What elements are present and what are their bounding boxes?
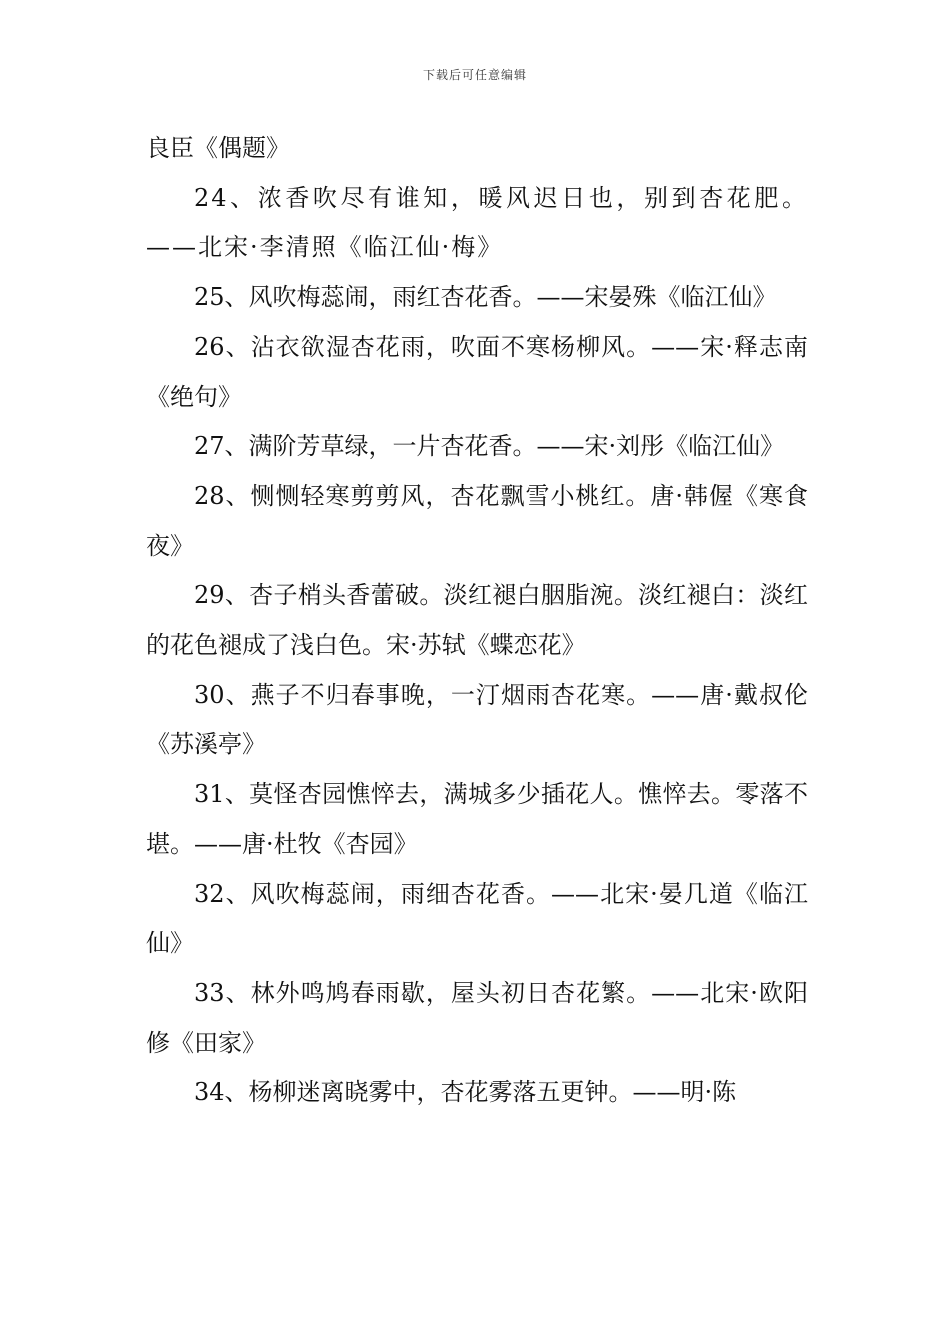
paragraph-34: 34、杨柳迷离晓雾中，杏花雾落五更钟。——明·陈 <box>194 1078 737 1107</box>
document-body <box>146 124 808 1118</box>
page-header: 下载后可任意编辑 <box>422 68 527 82</box>
paragraph-31: 31、莫怪杏园憔悴去，满城多少插花人。憔悴去。零落不堪。——唐·杜牧《杏园》 <box>146 780 808 858</box>
paragraph-24: 24、浓香吹尽有谁知，暖风迟日也，别到杏花肥。——北宋·李清照《临江仙·梅》 <box>146 183 808 262</box>
paragraph-25: 25、风吹梅蕊闹，雨红杏花香。——宋晏殊《临江仙》 <box>194 283 777 312</box>
paragraph-32: 32、风吹梅蕊闹，雨细杏花香。——北宋·晏几道《临江仙》 <box>146 879 808 958</box>
paragraph-continuation: 良臣《偶题》 <box>146 134 290 162</box>
paragraph-26: 26、沾衣欲湿杏花雨，吹面不寒杨柳风。——宋·释志南《绝句》 <box>146 332 808 411</box>
paragraph-28: 28、恻恻轻寒剪剪风，杏花飘雪小桃红。唐·韩偓《寒食夜》 <box>146 481 808 560</box>
paragraph-29: 29、杏子梢头香蕾破。淡红褪白胭脂涴。淡红褪白：淡红的花色褪成了浅白色。宋·苏轼《蝶恋花》 <box>146 581 808 660</box>
paragraph-30: 30、燕子不归春事晚，一汀烟雨杏花寒。——唐·戴叔伦《苏溪亭》 <box>146 680 808 759</box>
paragraph-33: 33、林外鸣鸠春雨歇，屋头初日杏花繁。——北宋·欧阳修《田家》 <box>146 978 808 1057</box>
paragraph-27: 27、满阶芳草绿，一片杏花香。——宋·刘彤《临江仙》 <box>194 432 785 461</box>
